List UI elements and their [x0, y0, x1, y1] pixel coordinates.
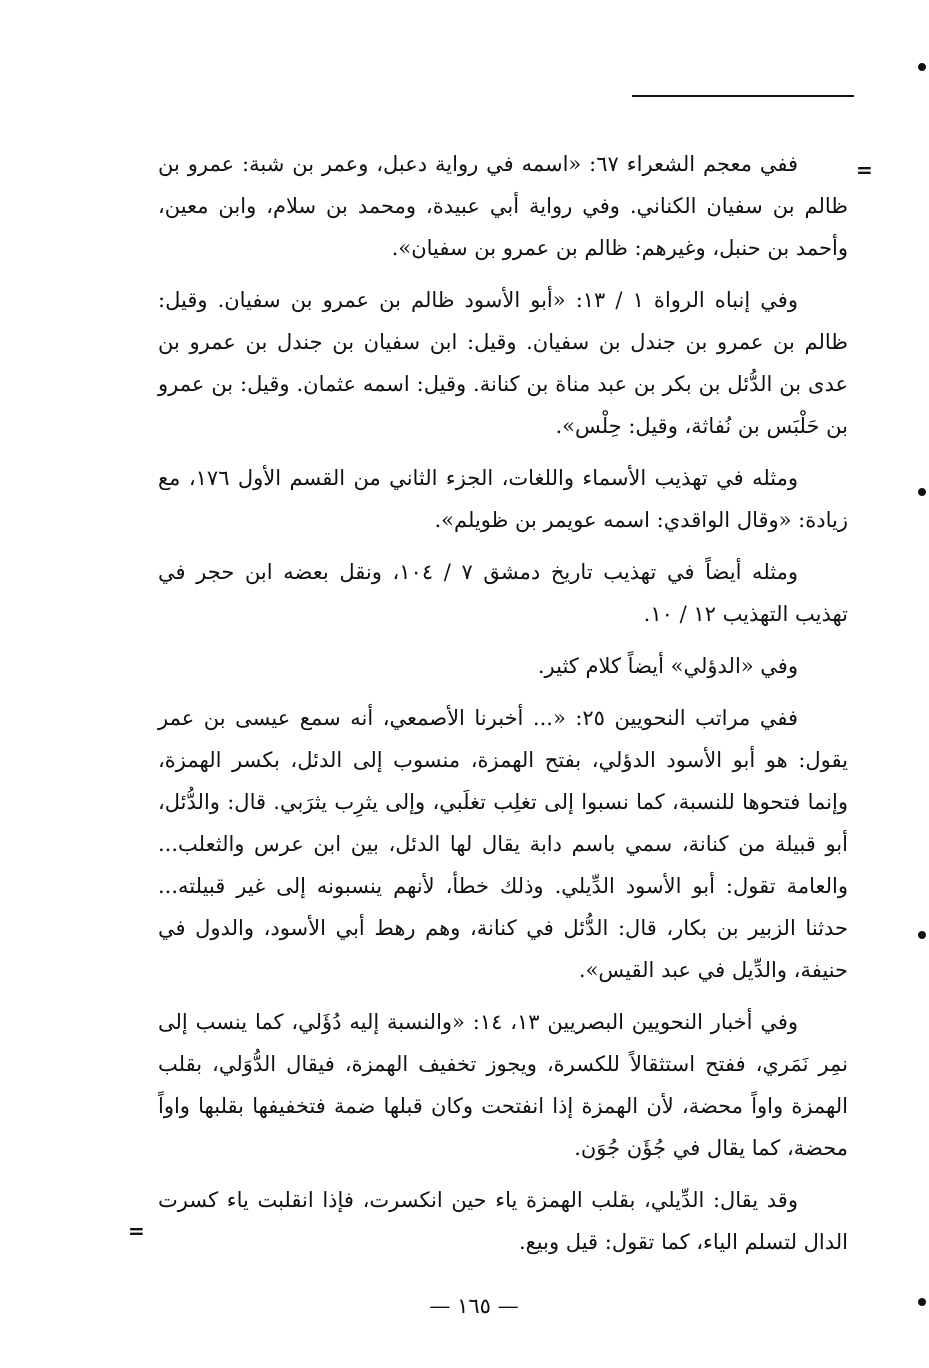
paragraph-mujam-al-shuara: ففي معجم الشعراء ٦٧: «اسمه في رواية دعبل، وعمر بن شبة: عمرو بن ظالم بن سفيان الكناني. وفي رواية أبي عبيدة، ومحمد بن سلام، وابن معين، وأحمد بن حنبل، وغيرهم: ظالم بن عمرو بن سفيان».	[158, 152, 848, 260]
paragraph-tahdhib-tarikh-dimashq: ومثله أيضاً في تهذيب تاريخ دمشق ٧ / ١٠٤، ونقل بعضه ابن حجر في تهذيب التهذيب ١٢ / ١٠.	[158, 560, 848, 626]
page-number: — ١٦٥ —	[429, 1294, 519, 1318]
paragraph-maratib-al-nahwiyyin: ففي مراتب النحويين ٢٥: «... أخبرنا الأصمعي، أنه سمع عيسى بن عمر يقول: هو أبو الأسود الدؤلي، بفتح الهمزة، منسوب إلى الدئل، بكسر الهمزة، وإنما فتحوها للنسبة، كما نسبوا إلى تغلِب تغلَبي، وإلى يثرِب يثرَبي. قال: والدُّئل، أبو قبيلة من كنانة، سمي باسم دابة يقال لها الدئل، بين ابن عرس والثعلب... والعامة تقول: أبو الأسود الدِّيلي. وذلك خطأ، لأنهم ينسبونه إلى غير قبيلته... حدثنا الزبير بن بكار، قال: الدُّئل في كنانة، وهم رهط أبي الأسود، والدول في حنيفة، والدِّيل في عبد القيس».	[158, 706, 848, 982]
paragraph-inbah-al-ruwat: وفي إنباه الرواة ١ / ١٣: «أبو الأسود ظالم بن عمرو بن سفيان. وقيل: ظالم بن عمرو بن جندل بن سفيان. وقيل: ابن سفيان بن جندل بن عمرو بن عدى بن الدُّئل بن بكر بن عبد مناة بن كنانة. وقيل: اسمه عثمان. وقيل: بن عمرو بن حَلْبَس بن نُفاثة، وقيل: حِلْس».	[158, 288, 848, 438]
body-text	[158, 143, 848, 1273]
scan-mark-dot	[918, 488, 926, 496]
paragraph-al-dili: وقد يقال: الدِّيلي، بقلب الهمزة ياء حين انكسرت، فإذا انقلبت ياء كسرت الدال لتسلم الياء، كما تقول: قيل وبيع.	[158, 1188, 848, 1254]
paragraph-tahdhib-al-asma: ومثله في تهذيب الأسماء واللغات، الجزء الثاني من القسم الأول ١٧٦، مع زيادة: «وقال الواقدي: اسمه عويمر بن ظويلم».	[158, 466, 848, 532]
paragraph-akhbar-al-nahwiyyin: وفي أخبار النحويين البصريين ١٣، ١٤: «والنسبة إليه دُؤَلي، كما ينسب إلى نمِر نَمَري، ففتح استثقالاً للكسرة، ويجوز تخفيف الهمزة، فيقال الدُّوَلي، بقلب الهمزة واواً محضة، لأن الهمزة إذا انفتحت وكان قبلها ضمة فتخفيفها بقلبها واواً محضة، كما يقال في جُؤَن جُوَن.	[158, 1010, 848, 1160]
scan-mark-dot	[918, 1298, 926, 1306]
margin-mark-bottom-left: =	[128, 1219, 145, 1243]
margin-mark-top-right: =	[856, 158, 873, 182]
scan-mark-dot	[918, 63, 926, 71]
scan-mark-dot	[918, 931, 926, 939]
paragraph-al-duali: وفي «الدؤلي» أيضاً كلام كثير.	[537, 654, 798, 678]
top-rule	[632, 95, 854, 97]
